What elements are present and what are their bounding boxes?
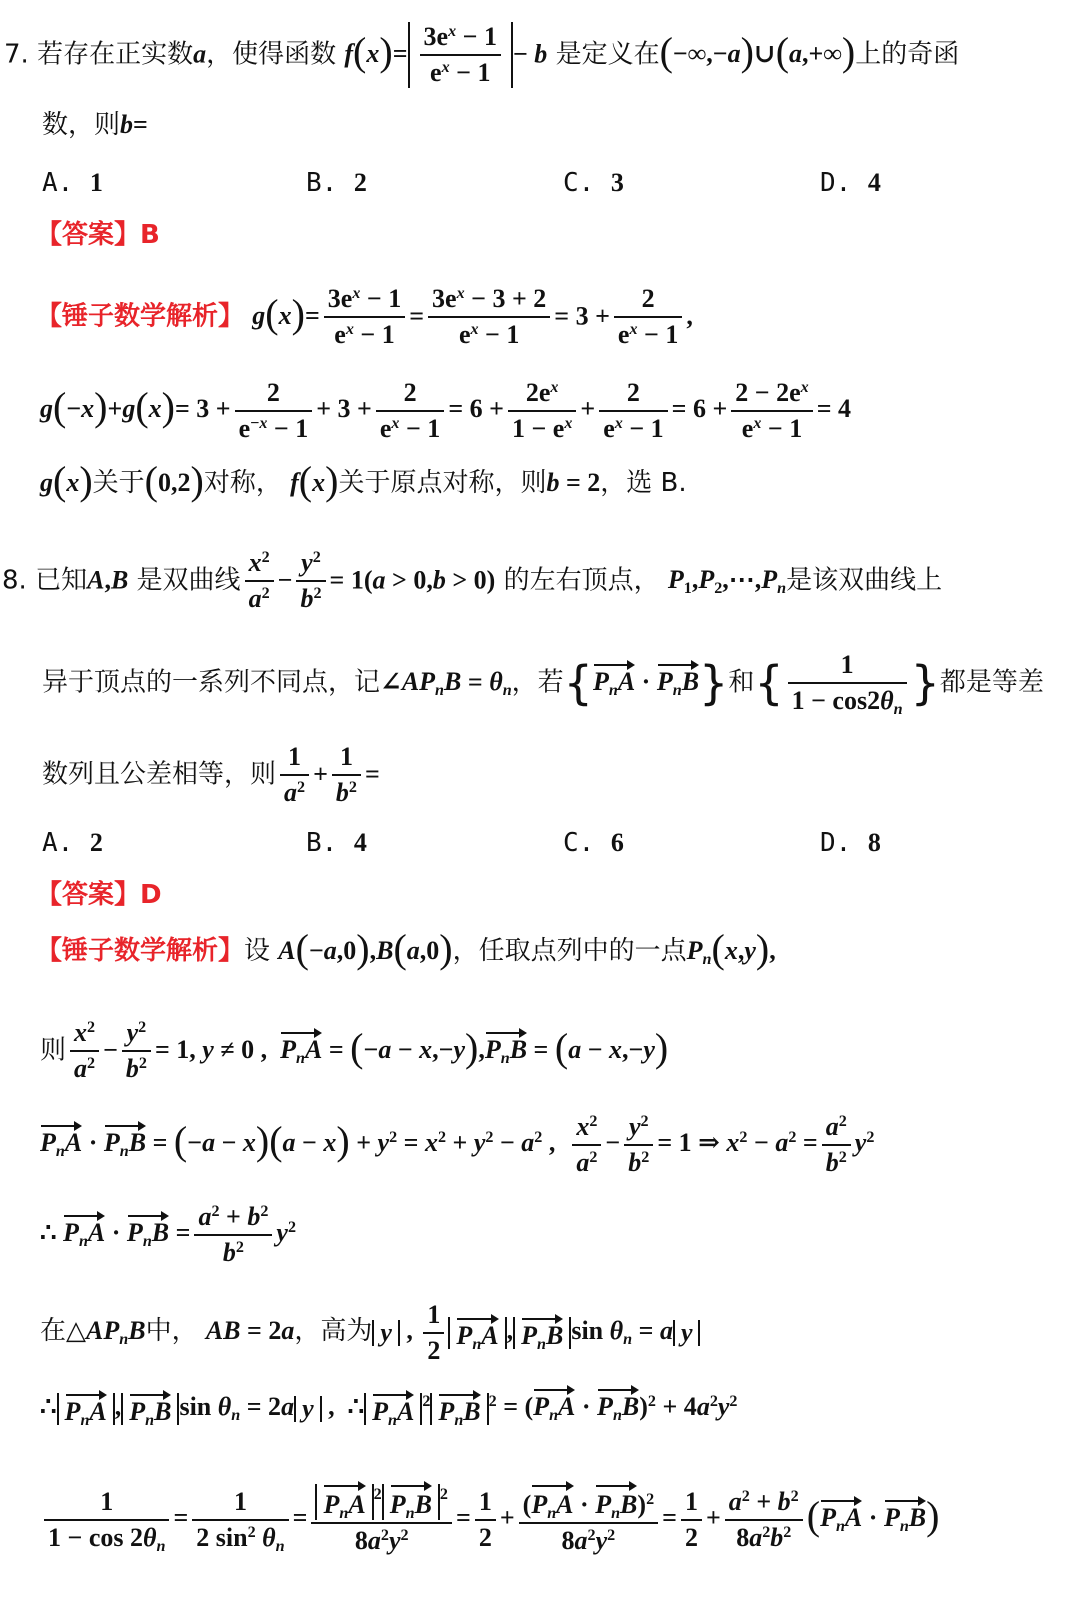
q8-number: 8. bbox=[2, 565, 27, 596]
option-label: C. bbox=[563, 168, 595, 198]
q7-analysis-tag: 【锤子数学解析】 bbox=[36, 301, 245, 332]
q8-option-d bbox=[820, 828, 881, 858]
q8-analysis-line5: 在$\triangle AP_nB$中， AB = 2a，高为 y , $\frac{1}{2}$ $P_nA$ , $P_nB$ $\sin \theta_n = a$ y bbox=[40, 1300, 700, 1366]
q8-analysis-line7: $\frac{1}{1 - \cos 2\theta_n}$ = $\frac{1}{2 \sin^2 \theta_n}$ = $\frac{P_nA ^2 P_nB ^2}{8a^2y^2}$ = $\frac{1}{2}$ + $\frac{(P_nA \cdot P_nB)^2}{8a^2y^2}$ = $\frac{1}{2}$ + $\frac{a^2 + b^2}{8a^2b^2}$ $(P_nA \cdot P_nB)$ bbox=[40, 1484, 939, 1556]
q8-stem-text-c: 的左右顶点， bbox=[503, 565, 660, 596]
q8-stem-line2: 异于顶点的一系列不同点，记$\angle AP_nB = \theta_n$，若$\{P_nA \cdot P_nB\}$和{ $\frac{1}{1 - \cos 2\theta_n}$ }都是等差 bbox=[42, 650, 1044, 718]
q8-analysis-tag: 【锤子数学解析】 bbox=[36, 936, 245, 966]
option-value: 3 bbox=[610, 168, 624, 197]
q8-stem-line1: 8. 已知A,B 是双曲线 $\frac{x^2}{a^2}$ − $\frac{y^2}{b^2}$ = 1(a > 0,b > 0) 的左右顶点， $P_1,P_2,\cdots,P_n$是该双曲线上 bbox=[2, 548, 943, 613]
q7-stem-line2: 数，则b= bbox=[42, 110, 148, 140]
q8-stem-text-a: 已知 bbox=[35, 565, 88, 596]
q8-option-a bbox=[42, 828, 103, 858]
q7-option-b bbox=[306, 168, 367, 198]
option-value: 2 bbox=[353, 168, 367, 197]
option-label: D. bbox=[820, 828, 852, 858]
q7-stem-text: 若存在正实数 bbox=[37, 39, 194, 70]
q7-stem-text-b: ，使得函数 bbox=[206, 39, 337, 70]
option-label: A. bbox=[42, 828, 74, 858]
q8-analysis-take: ，任取点列中的一点 bbox=[452, 936, 687, 966]
q8-option-b bbox=[306, 828, 367, 858]
q8-analysis-line4: ∴ $P_nA \cdot P_nB$ = $\frac{a^2 + b^2}{b^2}$ $y^2$ bbox=[40, 1202, 297, 1267]
q7-abs-fraction: $\frac{3e^x - 1}{e^x - 1}$ bbox=[408, 22, 513, 88]
q7-stem-text-c: 是定义在 bbox=[555, 39, 660, 70]
option-value: 2 bbox=[89, 828, 103, 857]
q7-stem-text-e: 数，则 bbox=[42, 110, 121, 140]
q8-stem-text-g: 和 bbox=[728, 667, 755, 698]
q8-stem-text-i: 数列且公差相等，则 bbox=[42, 759, 277, 790]
option-value: 1 bbox=[89, 168, 103, 197]
q7-option-c bbox=[563, 168, 624, 198]
q8-analysis-line2: 则 $\frac{x^2}{a^2}$ − $\frac{y^2}{b^2}$ = 1, y ≠ 0 , $P_nA = (-a - x,-y),P_nB = (a - x,-y)$ bbox=[40, 1018, 669, 1083]
option-label: B. bbox=[306, 828, 338, 858]
q8-stem-line3: 数列且公差相等，则 $\frac{1}{a^2}$ + $\frac{1}{b^2}$ = bbox=[42, 742, 380, 807]
q7-conclusion-c: 关于原点对称，则 bbox=[338, 468, 547, 498]
q8-in-tri-b: 中， bbox=[145, 1315, 198, 1346]
q8-stem-text-b: 是双曲线 bbox=[136, 565, 241, 596]
option-value: 4 bbox=[353, 828, 367, 857]
q8-stem-text-h: 都是等差 bbox=[939, 667, 1044, 698]
q8-then: 则 bbox=[40, 1035, 67, 1066]
q7-analysis-line2: g(−x)+g(x)= 3 + $\frac{2}{e^{-x} - 1}$ + 3 + $\frac{2}{e^x - 1}$ = 6 + $\frac{2e^x}{1 - e^x}$ + $\frac{2}{e^x - 1}$ = 6 + $\frac{2 - 2e^x}{e^x - 1}$ = 4 bbox=[40, 378, 852, 443]
q8-height: ，高为 bbox=[294, 1315, 373, 1346]
q8-analysis-line1: 【锤子数学解析】设 A(−a,0),B(a,0)，任取点列中的一点$P_n(x,y)$, bbox=[36, 926, 776, 971]
q8-in-tri: 在 bbox=[40, 1315, 67, 1346]
q7-analysis-line1: 【锤子数学解析】 g(x)= $\frac{3e^x - 1}{e^x - 1}$ = $\frac{3e^x - 3 + 2}{e^x - 1}$ = 3 + $\frac{2}{e^x - 1}$ , bbox=[36, 284, 693, 349]
q8-analysis-set: 设 bbox=[244, 936, 271, 966]
option-label: C. bbox=[563, 828, 595, 858]
q8-option-c bbox=[563, 828, 624, 858]
q7-conclusion: g(x)关于(0,2)对称， f(x)关于原点对称，则b = 2，选 B. bbox=[40, 458, 687, 503]
q7-option-d bbox=[820, 168, 881, 198]
q7-stem-text-d: 上的奇函 bbox=[855, 39, 960, 70]
q7-option-a bbox=[42, 168, 103, 198]
option-label: D. bbox=[820, 168, 852, 198]
option-value: 4 bbox=[867, 168, 881, 197]
option-label: B. bbox=[306, 168, 338, 198]
q7-stem-line1: 7. 若存在正实数a，使得函数 f(x)= $\frac{3e^x - 1}{e^x - 1}$ − b 是定义在(−∞,−a)∪(a,+∞)上的奇函 bbox=[4, 22, 960, 87]
q7-answer: 【答案】B bbox=[36, 220, 160, 250]
q7-number: 7. bbox=[4, 39, 29, 70]
q7-conclusion-b: 对称， bbox=[203, 468, 282, 498]
q8-stem-text-d: 是该双曲线上 bbox=[786, 565, 943, 596]
option-label: A. bbox=[42, 168, 74, 198]
option-value: 8 bbox=[867, 828, 881, 857]
q8-stem-text-f: ，若 bbox=[511, 667, 564, 698]
q7-conclusion-a: 关于 bbox=[92, 468, 145, 498]
q8-analysis-line3: $P_nA \cdot P_nB = (-a - x)(a - x) + y^2 = x^2 + y^2 - a^2$ , $\frac{x^2}{a^2}$ − $\frac{y^2}{b^2}$ = 1 ⇒ $x^2 - a^2$ = $\frac{a^2}{b^2}$ $y^2$ bbox=[40, 1112, 875, 1177]
q7-conclusion-d: ，选 B. bbox=[600, 468, 687, 498]
q8-answer: 【答案】D bbox=[36, 880, 162, 910]
q8-analysis-line6: ∴ $P_nA$ , $P_nB$ $\sin \theta_n = 2a$ y , ∴ $P_nA$ $^2$ $P_nB$ $^2 = (P_nA \cdot P_nB)^2 + 4a^2y^2$ bbox=[40, 1388, 737, 1425]
option-value: 6 bbox=[610, 828, 624, 857]
q8-stem-text-e: 异于顶点的一系列不同点，记 bbox=[42, 667, 381, 698]
